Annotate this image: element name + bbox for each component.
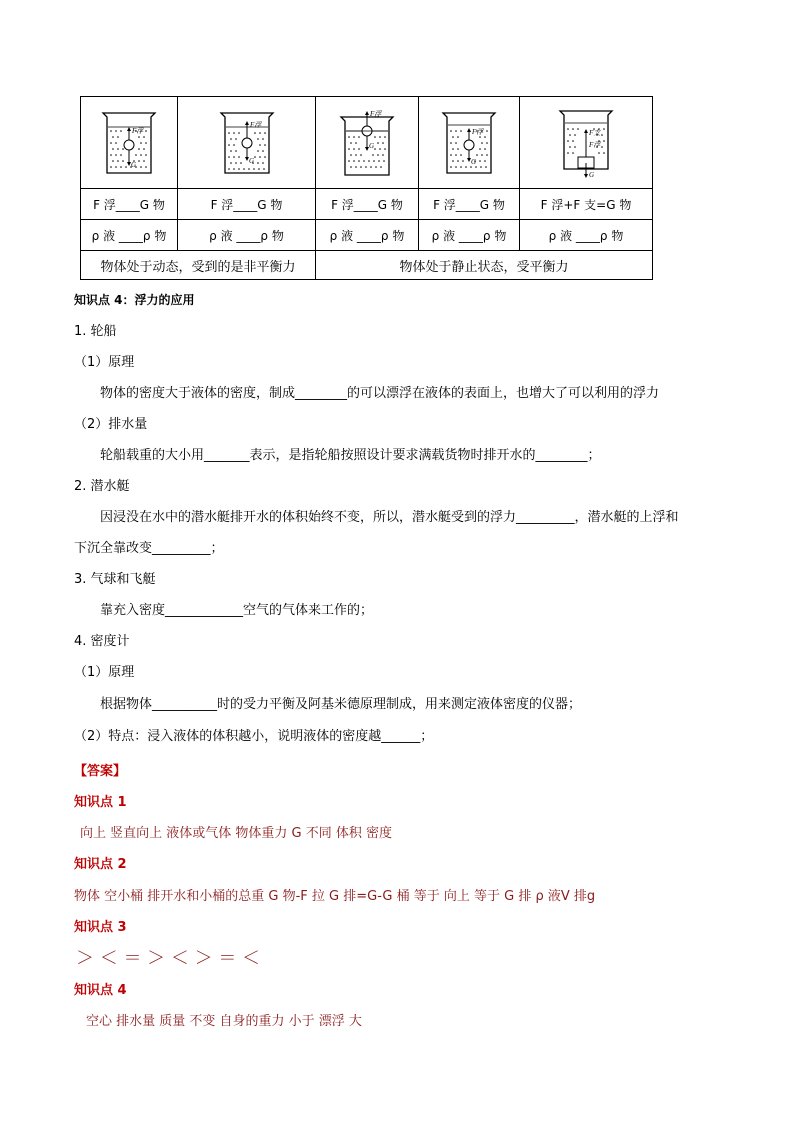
submarine-text-1: 因浸没在水中的潜水艇排开水的体积始终不变，所以，潜水艇受到的浮力_________，潜水艇的上浮和 bbox=[100, 510, 679, 525]
label-f-float: F浮 bbox=[370, 109, 382, 118]
density-cell: ρ 液 ____ρ 物 bbox=[178, 220, 316, 251]
state-static-cell: 物体处于静止状态，受平衡力 bbox=[316, 251, 653, 280]
density-cell: ρ 液 ____ρ 物 bbox=[419, 220, 520, 251]
beaker-diagram-floating bbox=[327, 107, 407, 179]
relation-cell: F 浮+F 支=G 物 bbox=[520, 189, 653, 220]
label-f-support: F支 bbox=[589, 128, 601, 137]
ship-displacement-title: （2）排水量 bbox=[74, 417, 148, 432]
relation-cell: F 浮____G 物 bbox=[81, 189, 178, 220]
balloon-text: 靠充入密度____________空气的气体来工作的； bbox=[100, 603, 374, 618]
answer-k2-title: 知识点 2 bbox=[74, 857, 127, 872]
beaker-cell-floating bbox=[316, 97, 419, 189]
relation-cell: F 浮____G 物 bbox=[316, 189, 419, 220]
answer-k3-title: 知识点 3 bbox=[74, 920, 127, 935]
answer-k1-title: 知识点 1 bbox=[74, 795, 127, 810]
balloon-title: 3. 气球和飞艇 bbox=[74, 572, 156, 587]
label-f-float: F浮 bbox=[472, 127, 484, 136]
relation-cell: F 浮____G 物 bbox=[178, 189, 316, 220]
density-cell: ρ 液 ____ρ 物 bbox=[316, 220, 419, 251]
label-g: G bbox=[131, 160, 137, 169]
label-g: G bbox=[589, 170, 595, 179]
answer-k4-title: 知识点 4 bbox=[74, 983, 127, 998]
ship-title: 1. 轮船 bbox=[74, 324, 117, 339]
beaker-cell-rising bbox=[178, 97, 316, 189]
beaker-cell-sinking bbox=[81, 97, 178, 189]
label-f-float: F浮 bbox=[589, 140, 601, 149]
label-g: G bbox=[369, 141, 375, 150]
density-cell: ρ 液 ____ρ 物 bbox=[81, 220, 178, 251]
ship-principle-text: 物体的密度大于液体的密度，制成________的可以漂浮在液体的表面上，也增大了可以利用的浮力 bbox=[100, 386, 660, 401]
beaker-diagram-suspended bbox=[429, 107, 509, 179]
submarine-text-2: 下沉全靠改变_________； bbox=[74, 541, 224, 556]
ship-principle-title: （1）原理 bbox=[74, 355, 135, 370]
submarine-title: 2. 潜水艇 bbox=[74, 479, 130, 494]
hydrometer-feature-text: （2）特点：浸入液体的体积越小，说明液体的密度越______； bbox=[74, 729, 434, 744]
answers-title: 【答案】 bbox=[74, 764, 127, 779]
state-dynamic-cell: 物体处于动态，受到的是非平衡力 bbox=[81, 251, 316, 280]
answer-k2: 物体 空小桶 排开水和小桶的总重 G 物-F 拉 G 排=G-G 桶 等于 向上 等于 G 排 ρ 液V 排g bbox=[74, 889, 596, 904]
beaker-diagram-resting bbox=[546, 107, 626, 179]
answer-k4: 空心 排水量 质量 不变 自身的重力 小于 漂浮 大 bbox=[86, 1014, 362, 1029]
beaker-diagram-sinking bbox=[89, 107, 169, 179]
answer-k3: ＞ ＜ ＝ ＞ ＜ ＞ ＝ ＜ bbox=[76, 948, 261, 969]
label-f-float: F浮 bbox=[132, 126, 144, 135]
hydrometer-principle-text: 根据物体__________时的受力平衡及阿基米德原理制成，用来测定液体密度的仪器； bbox=[100, 697, 582, 712]
density-cell: ρ 液 ____ρ 物 bbox=[520, 220, 653, 251]
label-f-float: F浮 bbox=[249, 120, 261, 129]
force-comparison-table bbox=[80, 96, 653, 280]
section4-title: 知识点 4：浮力的应用 bbox=[74, 293, 195, 307]
label-g: G bbox=[248, 156, 254, 165]
label-g: G bbox=[471, 157, 477, 166]
relation-cell: F 浮____G 物 bbox=[419, 189, 520, 220]
hydrometer-principle-title: （1）原理 bbox=[74, 665, 135, 680]
beaker-cell-resting bbox=[520, 97, 653, 189]
ship-displacement-text: 轮船载重的大小用_______表示，是指轮船按照设计要求满载货物时排开水的________； bbox=[100, 448, 601, 463]
beaker-diagram-rising bbox=[207, 107, 287, 179]
hydrometer-title: 4. 密度计 bbox=[74, 634, 130, 649]
answer-k1: 向上 竖直向上 液体或气体 物体重力 G 不同 体积 密度 bbox=[80, 826, 393, 841]
beaker-cell-suspended bbox=[419, 97, 520, 189]
